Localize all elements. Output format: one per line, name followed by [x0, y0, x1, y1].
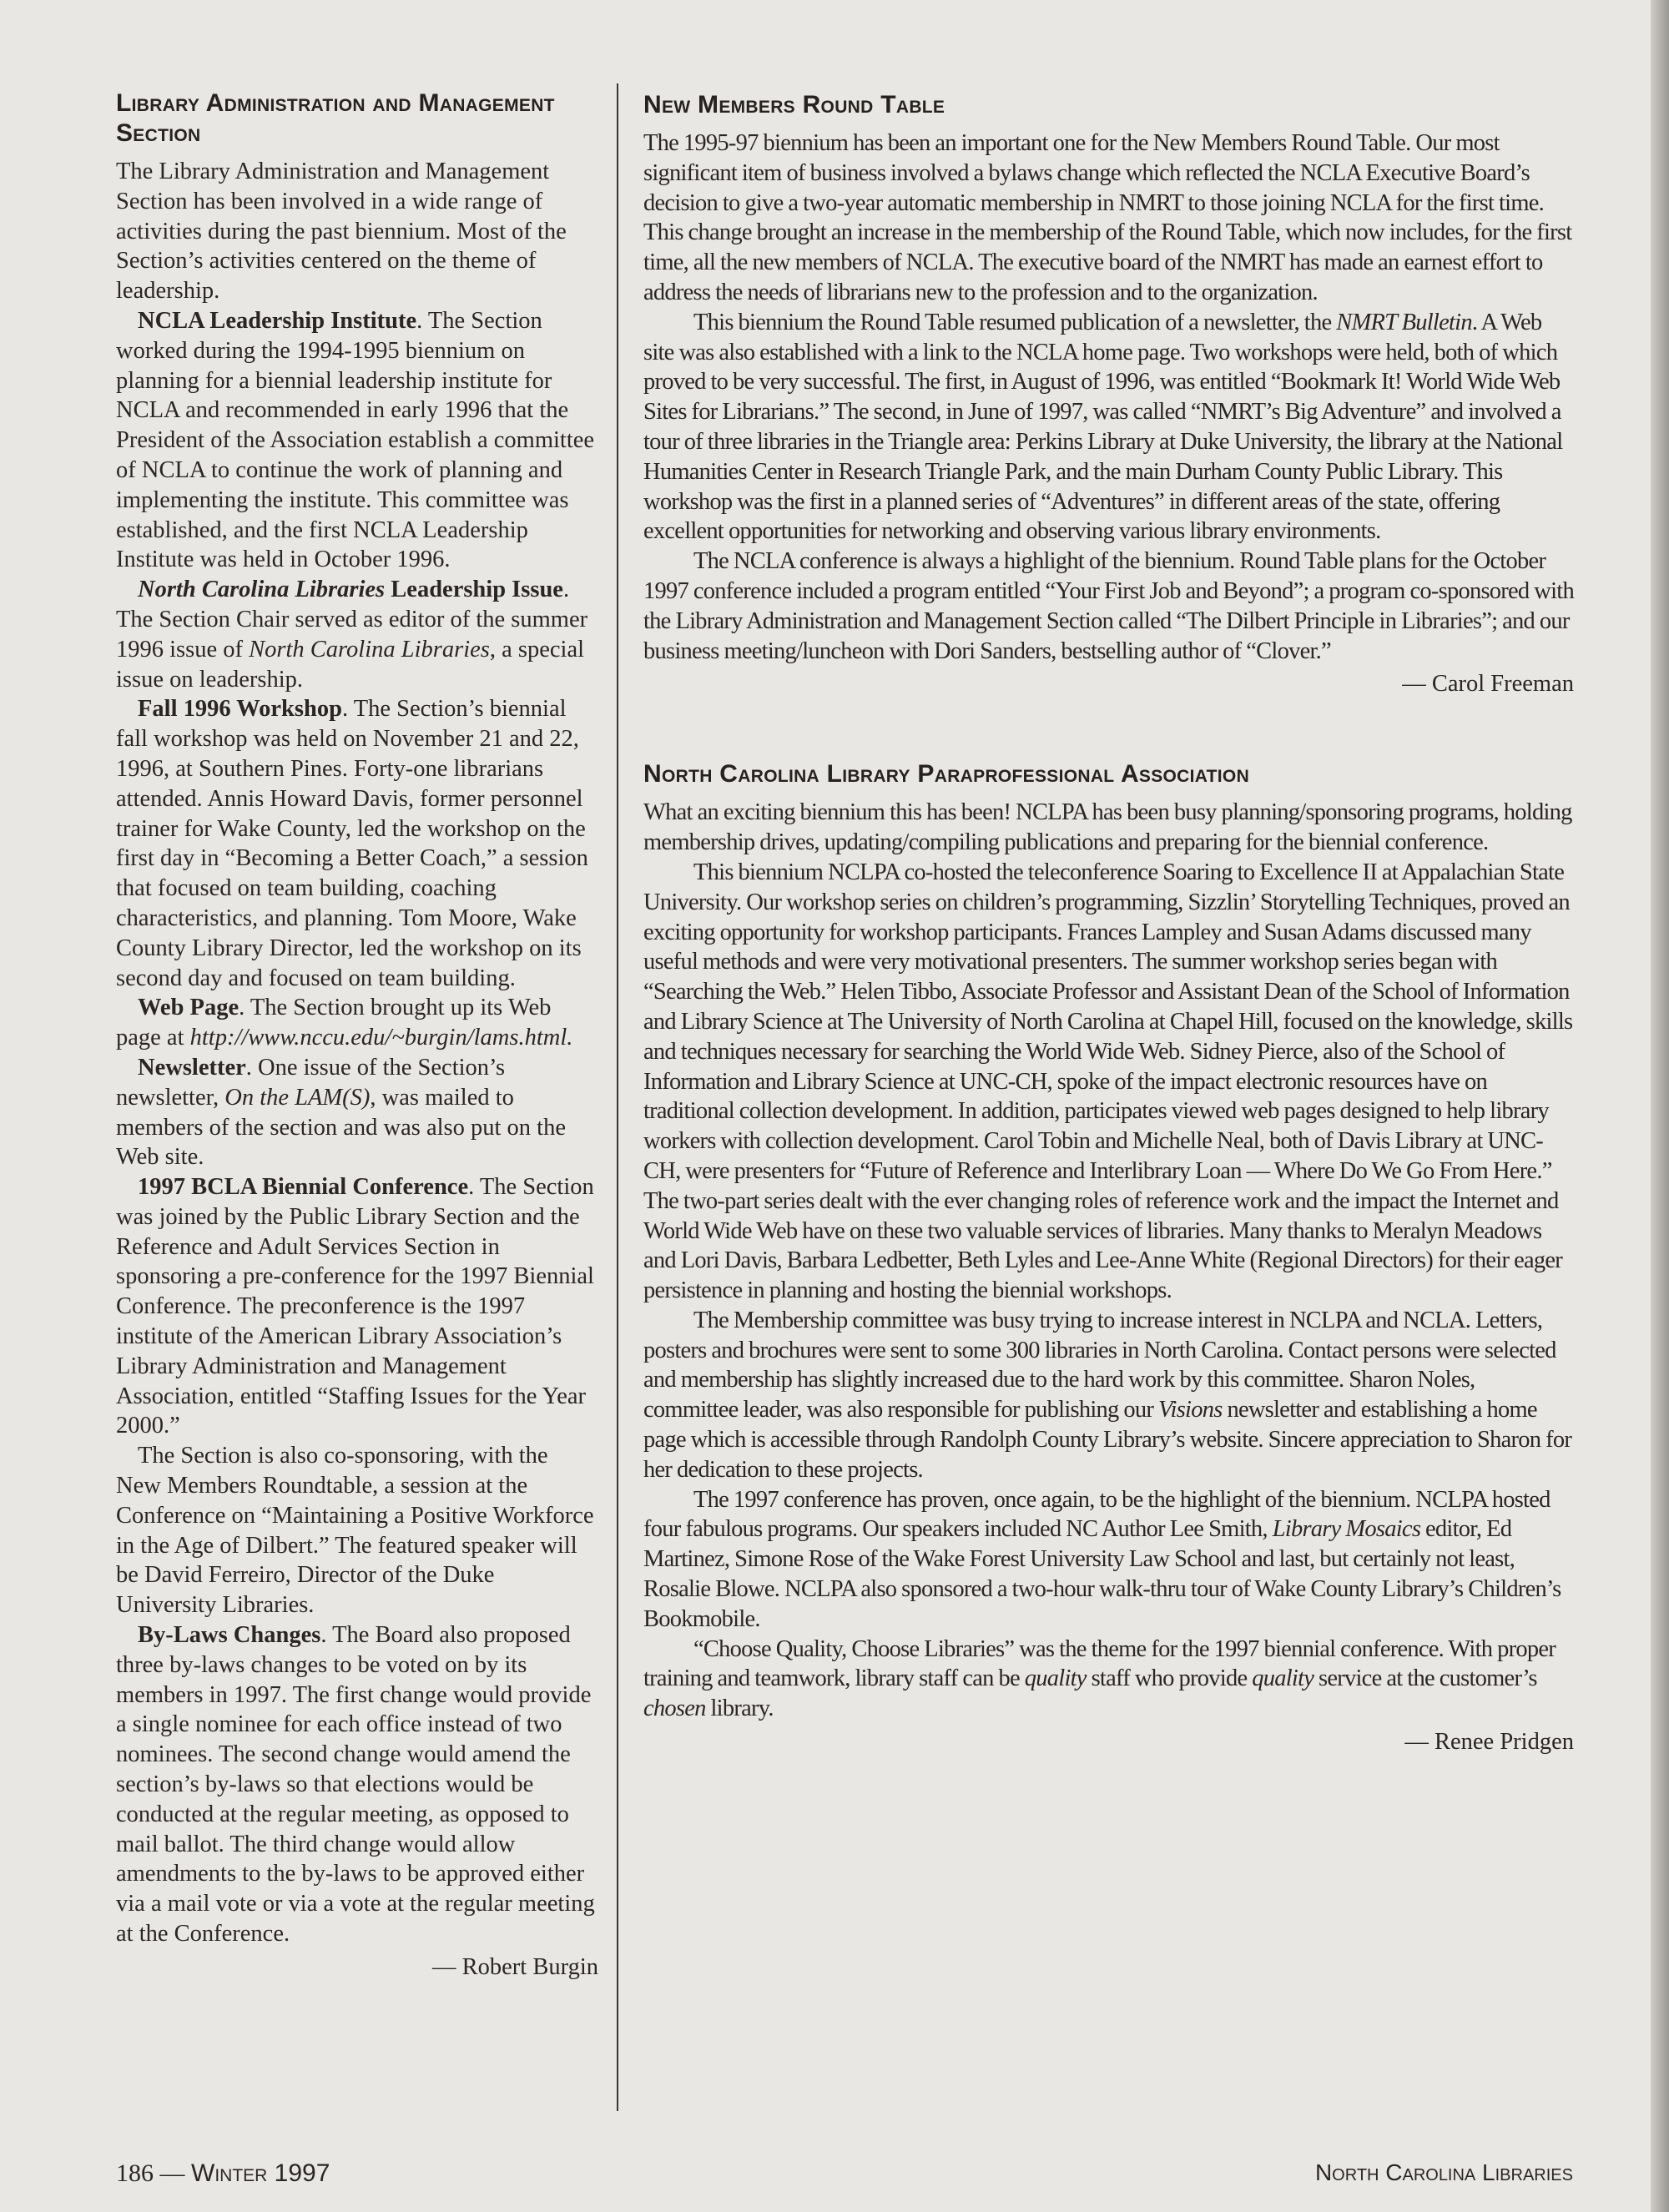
- paragraph: [643, 128, 1574, 308]
- emphasized-text: Library Mosaics: [1272, 1516, 1421, 1543]
- column-divider: [617, 83, 618, 2111]
- text-run: . The Section’s biennial fall workshop was held on November 21 and 22, 1996, at Southern Pines. Forty-one librarians attended. Annis Howard Davis, former personnel trainer for Wake County, led the workshop on the first day in “Becoming a Better Coach,” a session that focused on team building, coaching characteristics, and planning. Tom Moore, Wake County Library Director, led the workshop on its second day and focused on team building.: [116, 696, 588, 991]
- emphasized-text: North Carolina Libraries: [249, 636, 490, 663]
- emphasized-text: Leadership Issue: [385, 577, 563, 603]
- paragraph: [116, 1053, 598, 1172]
- text-run: . One issue of the Section’s newsletter,: [116, 1054, 506, 1111]
- text-run: , was mailed to members of the section and was also put on the Web site.: [116, 1084, 566, 1171]
- paragraph: [643, 798, 1574, 858]
- paragraph: [643, 1635, 1574, 1724]
- paragraph: [116, 694, 598, 993]
- text-run: The Section is also co-sponsoring, with the New Members Roundtable, a session at the Conference on “Maintaining a Positive Workforce in the Age of Dilbert.” The featured speaker will be David Ferreiro, Director of the Duke University Libraries.: [116, 1443, 594, 1619]
- text-run: The 1995-97 biennium has been an important one for the New Members Round Table. Our most significant item of business involved a bylaws change which reflected the NCLA Executive Board’s decision to give a two-year automatic membership in NMRT to those joining NCLA for the first time. This change brought an increase in the membership of the Round Table, which now includes, for the first time, all the new members of NCLA. The executive board of the NMRT has made an earnest effort to address the needs of librarians new to the profession and to the organization.: [643, 130, 1572, 305]
- emphasized-text: Visions: [1158, 1397, 1223, 1423]
- journal-name: North Carolina Libraries: [1314, 2159, 1573, 2185]
- lams-signature: — Robert Burgin: [432, 1953, 598, 1980]
- paragraph: [116, 157, 598, 306]
- issue-label: Winter 1997: [191, 2159, 330, 2187]
- nclpa-signature: — Renee Pridgen: [1404, 1729, 1574, 1756]
- nmrt-article: [643, 90, 1574, 699]
- text-run: What an exciting biennium this has been! NCLPA has been busy planning/sponsoring programs, holding membership drives, updating/compiling publications and preparing for the biennial conference.: [643, 799, 1572, 856]
- text-run: This biennium NCLPA co-hosted the teleconference Soaring to Excellence II at Appalachian State University. Our workshop series on children’s programming, Sizzlin’ Storytelling Techniques, proved an exciting opportunity for workshop participants. Frances Lampley and Susan Adams discussed many useful methods and were very motivational presenters. The summer workshop series began with “Searching the Web.” Helen Tibbo, Associate Professor and Assistant Dean of the School of Information and Library Science at The University of North Carolina at Chapel Hill, focused on the knowledge, skills and techniques necessary for searching the World Wide Web. Sidney Pierce, also of the School of Information and Library Science at UNC-CH, spoke of the impact electronic resources have on traditional collection development. In addition, participates viewed web pages designed to help library workers with collection development. Carol Tobin and Michelle Neal, both of Davis Library at UNC-CH, were presenters for “Future of Reference and Interlibrary Loan — Where Do We Go From Here.” The two-part series dealt with the ever changing roles of reference work and the impact the Internet and World Wide Web have on these two valuable services of libraries. Many thanks to Meralyn Meadows and Lori Davis, Barbara Ledbetter, Beth Lyles and Lee-Anne White (Regional Directors) for their eager persistence in planning and hosting the biennial workshops.: [643, 859, 1573, 1304]
- emphasized-text: Newsletter: [138, 1054, 246, 1081]
- emphasized-text: quality: [1024, 1665, 1087, 1692]
- nclpa-article: [643, 759, 1574, 1757]
- lams-heading: Library Administration and Management Section: [116, 89, 555, 147]
- page-number: 186 —: [116, 2159, 185, 2187]
- footer-left: [116, 2159, 330, 2188]
- text-run: The 1997 conference has proven, once again, to be the highlight of the biennium. NCLPA hosted four fabulous programs. Our speakers included NC Author Lee Smith,: [643, 1486, 1551, 1543]
- paragraph: [116, 1172, 598, 1441]
- paragraph: [643, 308, 1574, 547]
- lams-body: [116, 157, 598, 1949]
- text-run: , a special issue on leadership.: [116, 636, 585, 693]
- page-edge: [1651, 0, 1669, 2212]
- text-run: The Membership committee was busy trying to increase interest in NCLPA and NCLA. Letters, posters and brochures were sent to some 300 libraries in North Carolina. Contact persons were selected and membership has slightly increased due to the hard work by this committee. Sharon Noles, committee leader, was also responsible for publishing our: [643, 1307, 1556, 1423]
- emphasized-text: 1997 BCLA Biennial Conference: [138, 1174, 469, 1201]
- paragraph: [116, 306, 598, 575]
- text-run: “Choose Quality, Choose Libraries” was the theme for the 1997 biennial conference. With proper training and teamwork, library staff can be: [643, 1635, 1556, 1692]
- emphasized-text: quality: [1252, 1665, 1314, 1692]
- text-run: service at the customer’s: [1314, 1665, 1537, 1692]
- nmrt-body: [643, 128, 1574, 666]
- nmrt-signature: — Carol Freeman: [1402, 671, 1574, 698]
- paragraph: [116, 1620, 598, 1949]
- emphasized-text: North Carolina Libraries: [138, 577, 386, 603]
- paragraph: [643, 1306, 1574, 1485]
- nclpa-heading: North Carolina Library Paraprofessional Association: [643, 760, 1250, 789]
- nclpa-body: [643, 798, 1574, 1724]
- text-run: . The Section was joined by the Public Library Section and the Reference and Adult Services Section in sponsoring a pre-conference for the 1997 Biennial Conference. The preconference is the 1997 institute of the American Library Association’s Library Administration and Management Association, entitled “Staffing Issues for the Year 2000.”: [116, 1174, 594, 1439]
- text-run: . The Section worked during the 1994-1995 biennium on planning for a biennial leadership institute for NCLA and recommended in early 1996 that the President of the Association establish a committee of NCLA to continue the work of planning and implementing the institute. This committee was established, and the first NCLA Leadership Institute was held in October 1996.: [116, 307, 595, 573]
- text-run: The NCLA conference is always a highlight of the biennium. Round Table plans for the October 1997 conference included a program entitled “Your First Job and Beyond”; a program co-sponsored with the Library Administration and Management Section called “The Dilbert Principle in Libraries”; and our business meeting/luncheon with Dori Sanders, bestselling author of “Clover.”: [643, 548, 1574, 664]
- emphasized-text: NCLA Leadership Institute: [138, 307, 417, 334]
- text-run: . A Web site was also established with a link to the NCLA home page. Two workshops were held, both of which proved to be very successful. The first, in August of 1996, was entitled “Bookmark It! World Wide Web Sites for Librarians.” The second, in June of 1997, was called “NMRT’s Big Adventure” and involved a tour of three libraries in the Triangle area: Perkins Library at Duke University, the library at the National Humanities Center in Research Triangle Park, and the main Durham County Public Library. This workshop was the first in a planned series of “Adventures” in different areas of the state, offering excellent opportunities for networking and observing various library environments.: [643, 309, 1563, 545]
- text-run: . The Section Chair served as editor of the summer 1996 issue of: [116, 577, 588, 663]
- text-run: newsletter and establishing a home page which is accessible through Randolph County Library’s website. Sincere appreciation to Sharon for her dedication to these projects.: [643, 1397, 1572, 1483]
- paragraph: [116, 993, 598, 1053]
- paragraph: [116, 575, 598, 694]
- nmrt-heading: New Members Round Table: [643, 91, 945, 118]
- paragraph: [643, 1485, 1574, 1635]
- emphasized-text: NMRT Bulletin: [1336, 309, 1472, 335]
- paragraph: [116, 1441, 598, 1620]
- emphasized-text: chosen: [643, 1696, 706, 1722]
- emphasized-text: By-Laws Changes: [138, 1622, 321, 1649]
- text-run: staff who provide: [1086, 1665, 1253, 1692]
- text-run: . The Section brought up its Web page at: [116, 995, 552, 1051]
- emphasized-text: Fall 1996 Workshop: [138, 696, 342, 723]
- paragraph: [643, 547, 1574, 666]
- right-column: [643, 90, 1574, 1757]
- emphasized-text: On the LAM(S): [224, 1084, 371, 1111]
- emphasized-text: Web Page: [138, 995, 240, 1021]
- emphasized-text: http://www.nccu.edu/~burgin/lams.html.: [189, 1025, 573, 1051]
- text-run: editor, Ed Martinez, Simone Rose of the Wake Forest University Law School and last, but certainly not least, Rosalie Blowe. NCLPA also sponsored a two-hour walk-thru tour of Wake County Library’s Children’s Bookmobile.: [643, 1516, 1561, 1632]
- text-run: . The Board also proposed three by-laws changes to be voted on by its members in 1997. The first change would provide a single nominee for each office instead of two nominees. The second change would amend the section’s by-laws so that elections would be conducted at the regular meeting, as opposed to mail ballot. The third change would allow amendments to the by-laws to be approved either via a mail vote or via a vote at the regular meeting at the Conference.: [116, 1622, 595, 1947]
- text-run: This biennium the Round Table resumed publication of a newsletter, the: [693, 309, 1337, 335]
- paragraph: [643, 858, 1574, 1306]
- text-run: library.: [705, 1696, 774, 1722]
- lams-article: [116, 88, 598, 1983]
- text-run: The Library Administration and Management Section has been involved in a wide range of activities during the past biennium. Most of the Section’s activities centered on the theme of leadership.: [116, 159, 567, 305]
